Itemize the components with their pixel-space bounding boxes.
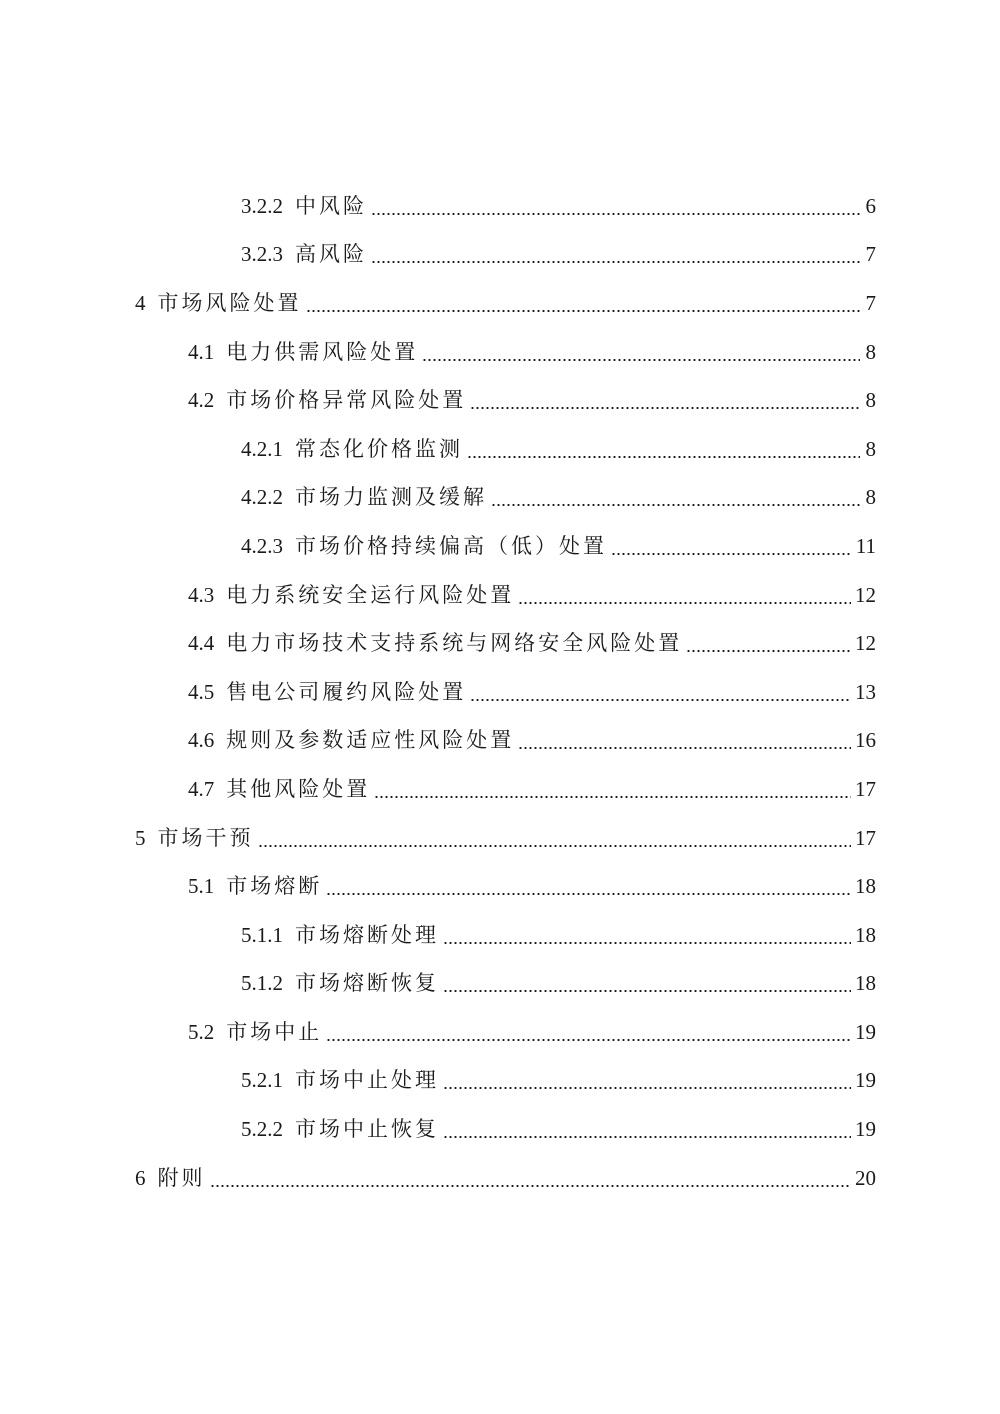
toc-entry-number: 4.2.3 xyxy=(241,533,283,558)
toc-entry-title: 市场价格持续偏高（低）处置 xyxy=(295,533,607,558)
toc-dot-leader xyxy=(443,1121,851,1142)
toc-entry-title: 市场中止 xyxy=(226,1019,323,1044)
toc-entry-title: 常态化价格监测 xyxy=(295,436,463,461)
toc-dot-leader xyxy=(210,1170,852,1191)
toc-dot-leader xyxy=(443,927,851,948)
toc-entry-page: 8 xyxy=(865,388,876,413)
toc-entry[interactable] xyxy=(0,668,1000,717)
toc-entry-number: 5.1.2 xyxy=(241,971,283,996)
toc-entry-title: 市场中止处理 xyxy=(295,1068,439,1093)
toc-entry-page: 19 xyxy=(855,1019,876,1044)
toc-dot-leader xyxy=(518,732,851,753)
toc-entry-number: 4.7 xyxy=(188,776,215,801)
toc-entry[interactable] xyxy=(0,328,1000,377)
toc-entry[interactable] xyxy=(0,619,1000,668)
toc-entry-number: 5.2 xyxy=(188,1019,215,1044)
toc-entry[interactable] xyxy=(0,279,1000,328)
toc-entry-page: 8 xyxy=(865,485,876,510)
toc-entry-number: 6 xyxy=(135,1165,146,1190)
toc-entry-title: 高风险 xyxy=(295,242,367,267)
toc-entry-title: 市场价格异常风险处置 xyxy=(226,388,467,413)
toc-entry[interactable] xyxy=(0,376,1000,425)
toc-entry-page: 20 xyxy=(855,1165,876,1190)
toc-dot-leader xyxy=(371,246,860,267)
toc-entry-title: 市场中止恢复 xyxy=(295,1117,439,1142)
toc-entry-title: 市场风险处置 xyxy=(157,290,302,315)
toc-entry[interactable] xyxy=(0,182,1000,231)
toc-entry-number: 5 xyxy=(135,825,146,850)
toc-dot-leader xyxy=(422,344,860,365)
toc-entry-page: 17 xyxy=(855,776,876,801)
toc-entry-page: 18 xyxy=(855,971,876,996)
toc-entry-page: 17 xyxy=(855,825,876,850)
toc-entry-page: 6 xyxy=(865,193,876,218)
toc-entry[interactable] xyxy=(0,1154,1000,1203)
toc-entry-page: 11 xyxy=(855,533,876,558)
toc-dot-leader xyxy=(371,198,860,219)
toc-entry-number: 4 xyxy=(135,290,146,315)
toc-entry-title: 规则及参数适应性风险处置 xyxy=(226,728,515,753)
toc-entry-number: 5.1 xyxy=(188,874,215,899)
toc-entry[interactable] xyxy=(0,1057,1000,1106)
toc-dot-leader xyxy=(491,489,860,510)
toc-entry-number: 4.1 xyxy=(188,339,215,364)
toc-entry-page: 16 xyxy=(855,728,876,753)
toc-entry-title: 中风险 xyxy=(295,193,367,218)
toc-entry-number: 5.1.1 xyxy=(241,922,283,947)
toc-entry[interactable] xyxy=(0,862,1000,911)
toc-entry-title: 电力市场技术支持系统与网络安全风险处置 xyxy=(226,631,683,656)
toc-entry-number: 4.2 xyxy=(188,388,215,413)
toc-entry-number: 4.6 xyxy=(188,728,215,753)
toc-entry[interactable] xyxy=(0,571,1000,620)
toc-entry[interactable] xyxy=(0,960,1000,1009)
toc-entry-title: 市场熔断 xyxy=(226,874,323,899)
toc-dot-leader xyxy=(470,392,860,413)
toc-dot-leader xyxy=(306,295,861,316)
toc-dot-leader xyxy=(374,781,851,802)
toc-entry[interactable] xyxy=(0,1105,1000,1154)
toc-entry-title: 其他风险处置 xyxy=(226,776,371,801)
toc-entry-number: 4.2.1 xyxy=(241,436,283,461)
toc-entry[interactable] xyxy=(0,1008,1000,1057)
toc-entry-number: 4.2.2 xyxy=(241,485,283,510)
toc-dot-leader xyxy=(686,635,851,656)
toc-dot-leader xyxy=(611,538,852,559)
toc-dot-leader xyxy=(326,1024,851,1045)
toc-entry-number: 4.3 xyxy=(188,582,215,607)
toc-entry-title: 电力系统安全运行风险处置 xyxy=(226,582,515,607)
toc-entry[interactable] xyxy=(0,814,1000,863)
toc-dot-leader xyxy=(470,684,851,705)
toc-entry-page: 7 xyxy=(865,290,876,315)
toc-entry-number: 5.2.1 xyxy=(241,1068,283,1093)
toc-entry[interactable] xyxy=(0,911,1000,960)
toc-entry-title: 电力供需风险处置 xyxy=(226,339,419,364)
toc-entry-page: 7 xyxy=(865,242,876,267)
toc-entry-number: 4.4 xyxy=(188,631,215,656)
toc-entry-number: 3.2.2 xyxy=(241,193,283,218)
toc-entry-number: 3.2.3 xyxy=(241,242,283,267)
toc-entry-title: 市场力监测及缓解 xyxy=(295,485,487,510)
toc-entry-page: 18 xyxy=(855,922,876,947)
toc-entry-title: 市场熔断处理 xyxy=(295,922,439,947)
toc-entry[interactable] xyxy=(0,231,1000,280)
toc-dot-leader xyxy=(518,587,851,608)
table-of-contents xyxy=(0,182,1000,1202)
toc-entry-page: 19 xyxy=(855,1068,876,1093)
toc-dot-leader xyxy=(258,830,852,851)
toc-entry-page: 12 xyxy=(855,631,876,656)
toc-entry-page: 8 xyxy=(865,436,876,461)
toc-entry-page: 8 xyxy=(865,339,876,364)
toc-entry-title: 附则 xyxy=(157,1165,206,1190)
toc-dot-leader xyxy=(443,975,851,996)
toc-entry[interactable] xyxy=(0,425,1000,474)
toc-entry-page: 19 xyxy=(855,1117,876,1142)
toc-entry-page: 13 xyxy=(855,679,876,704)
toc-dot-leader xyxy=(467,441,860,462)
toc-entry-title: 市场熔断恢复 xyxy=(295,971,439,996)
toc-entry-title: 售电公司履约风险处置 xyxy=(226,679,467,704)
toc-entry[interactable] xyxy=(0,717,1000,766)
toc-dot-leader xyxy=(443,1072,851,1093)
toc-entry-number: 5.2.2 xyxy=(241,1117,283,1142)
toc-entry-page: 12 xyxy=(855,582,876,607)
toc-entry[interactable] xyxy=(0,522,1000,571)
toc-dot-leader xyxy=(326,878,851,899)
toc-entry-page: 18 xyxy=(855,874,876,899)
toc-entry[interactable] xyxy=(0,474,1000,523)
toc-entry-number: 4.5 xyxy=(188,679,215,704)
toc-entry-title: 市场干预 xyxy=(157,825,254,850)
toc-entry[interactable] xyxy=(0,765,1000,814)
